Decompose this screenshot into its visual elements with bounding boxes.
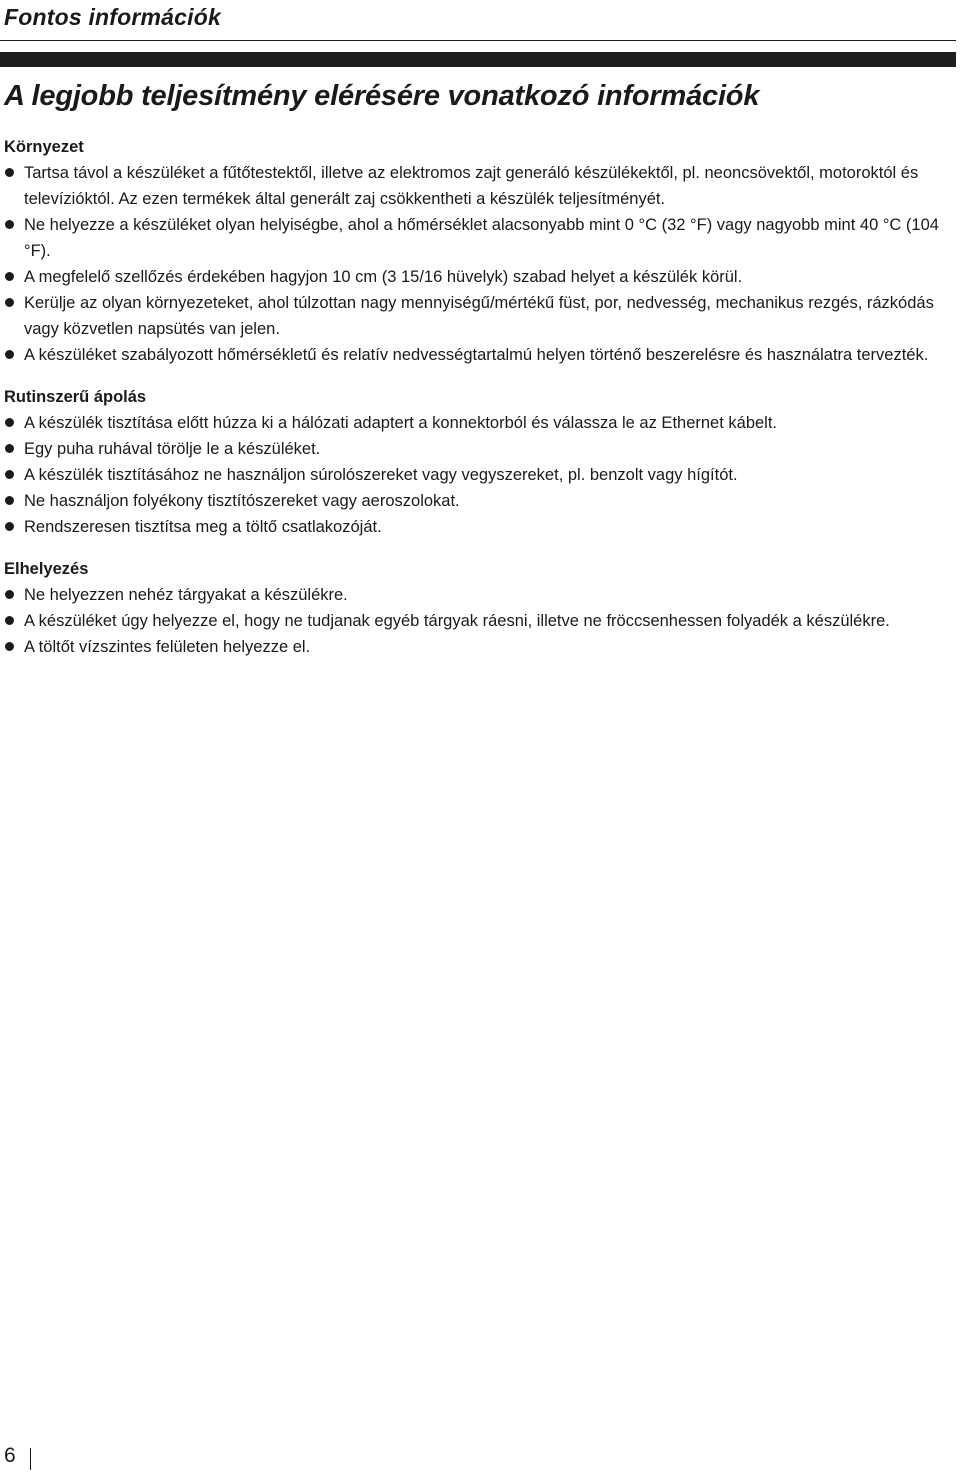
bullet-list-placement: [4, 582, 954, 660]
section-routine-care: [4, 384, 954, 540]
spacer: [4, 368, 954, 384]
list-item: Egy puha ruhával törölje le a készüléket.: [4, 436, 954, 462]
section-heading-placement: Elhelyezés: [4, 560, 89, 578]
list-item: Kerülje az olyan környezeteket, ahol túlzottan nagy mennyiségű/mértékű füst, por, nedvesség, mechanikus rezgés, rázkódás vagy közvetlen napsütés van jelen.: [4, 290, 954, 342]
page-title: A legjobb teljesítmény elérésére vonatkozó információk: [4, 80, 760, 112]
bullet-list-environment: [4, 160, 954, 368]
bullet-list-routine-care: [4, 410, 954, 540]
spacer: [4, 540, 954, 556]
list-item: A készüléket úgy helyezze el, hogy ne tudjanak egyéb tárgyak ráesni, illetve ne fröccsenhessen folyadék a készülékre.: [4, 608, 954, 634]
document-body: [4, 134, 954, 660]
section-heading-routine-care: Rutinszerű ápolás: [4, 388, 147, 406]
list-item: A készülék tisztításához ne használjon súrolószereket vagy vegyszereket, pl. benzolt vagy hígítót.: [4, 462, 954, 488]
section-environment: [4, 134, 954, 368]
running-header-title: Fontos információk: [4, 4, 222, 30]
list-item: Tartsa távol a készüléket a fűtőtestektől, illetve az elektromos zajt generáló készülékektől, pl. neoncsövektől, motoroktól és televízióktól. Az ezen termékek által generált zaj csökkentheti a készülék teljesítményét.: [4, 160, 954, 212]
list-item: Rendszeresen tisztítsa meg a töltő csatlakozóját.: [4, 514, 954, 540]
list-item: Ne helyezzen nehéz tárgyakat a készülékre.: [4, 582, 954, 608]
list-item: A készülék tisztítása előtt húzza ki a hálózati adaptert a konnektorból és válassza le az Ethernet kábelt.: [4, 410, 954, 436]
footer-divider: [30, 1448, 31, 1470]
page-number: 6: [4, 1444, 16, 1467]
header-bar: [0, 52, 956, 67]
list-item: A készüléket szabályozott hőmérsékletű és relatív nedvességtartalmú helyen történő beszerelésre és használatra tervezték.: [4, 342, 954, 368]
list-item: Ne használjon folyékony tisztítószereket vagy aeroszolokat.: [4, 488, 954, 514]
section-placement: [4, 556, 954, 660]
list-item: A megfelelő szellőzés érdekében hagyjon 10 cm (3 15/16 hüvelyk) szabad helyet a készülék körül.: [4, 264, 954, 290]
list-item: A töltőt vízszintes felületen helyezze el.: [4, 634, 954, 660]
section-heading-environment: Környezet: [4, 138, 84, 156]
header-divider: [0, 40, 956, 41]
list-item: Ne helyezze a készüléket olyan helyiségbe, ahol a hőmérséklet alacsonyabb mint 0 °C (32 °F) vagy nagyobb mint 40 °C (104 °F).: [4, 212, 954, 264]
